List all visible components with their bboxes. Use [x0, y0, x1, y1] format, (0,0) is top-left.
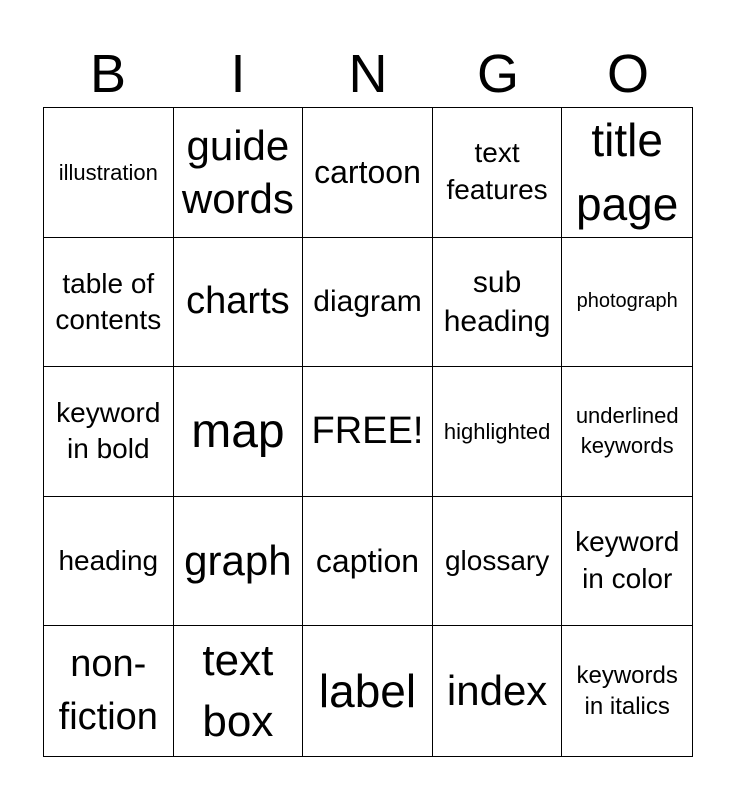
bingo-cell-text: map	[191, 404, 285, 458]
bingo-cell-text: non- fiction	[58, 643, 158, 739]
bingo-cell-text: diagram	[313, 284, 422, 318]
bingo-cell	[174, 108, 304, 238]
bingo-cell-text: table of contents	[55, 267, 162, 335]
bingo-cell-text: guide words	[181, 121, 294, 223]
bingo-cell-text: text box	[202, 635, 274, 747]
bingo-cell	[44, 367, 174, 497]
bingo-cell	[303, 108, 433, 238]
bingo-cell-text: graph	[184, 536, 292, 584]
bingo-cell	[44, 626, 174, 756]
bingo-cell	[562, 497, 692, 627]
bingo-cell-text: illustration	[58, 159, 158, 185]
bingo-header	[43, 40, 693, 108]
header-letter-n: N	[348, 44, 388, 104]
bingo-cell-text: label	[318, 664, 417, 717]
bingo-cell-text: text features	[446, 137, 548, 206]
bingo-cell	[562, 108, 692, 238]
bingo-cell	[433, 626, 563, 756]
bingo-cell	[174, 626, 304, 756]
bingo-cell	[303, 238, 433, 368]
header-letter-o: O	[606, 44, 649, 104]
bingo-cell	[303, 367, 433, 497]
bingo-cell	[303, 626, 433, 756]
bingo-cell	[174, 367, 304, 497]
bingo-cell	[433, 108, 563, 238]
bingo-cell	[562, 626, 692, 756]
bingo-cell	[562, 238, 692, 368]
bingo-cell	[44, 497, 174, 627]
bingo-cell-text: charts	[186, 280, 290, 323]
bingo-cell	[174, 497, 304, 627]
bingo-cell-text: index	[446, 667, 548, 715]
bingo-cell-text: underlined keywords	[575, 402, 679, 459]
bingo-cell-text: highlighted	[443, 418, 551, 444]
bingo-cell	[433, 497, 563, 627]
bingo-cell-text: keyword in color	[575, 526, 680, 595]
bingo-cell	[44, 238, 174, 368]
bingo-cell-text: photograph	[576, 290, 678, 313]
bingo-card-grid	[43, 107, 693, 757]
bingo-cell	[174, 238, 304, 368]
bingo-cell-text: heading	[58, 545, 159, 576]
header-letter-b: B	[89, 44, 127, 104]
bingo-cell	[44, 108, 174, 238]
header-letter-g: G	[476, 44, 519, 104]
bingo-cell-text: keywords in italics	[576, 661, 678, 721]
bingo-cell-text: caption	[315, 542, 420, 579]
bingo-cell-text: title page	[576, 113, 679, 231]
bingo-cell	[562, 367, 692, 497]
bingo-cell-text: keyword in bold	[56, 396, 161, 465]
bingo-cell-text: FREE!	[311, 409, 424, 452]
bingo-cell	[433, 238, 563, 368]
bingo-cell-text: glossary	[444, 545, 550, 576]
bingo-cell-text: cartoon	[314, 153, 421, 190]
bingo-cell	[433, 367, 563, 497]
bingo-cell	[303, 497, 433, 627]
header-letter-i: I	[230, 44, 246, 104]
bingo-cell-text: sub heading	[443, 265, 551, 338]
